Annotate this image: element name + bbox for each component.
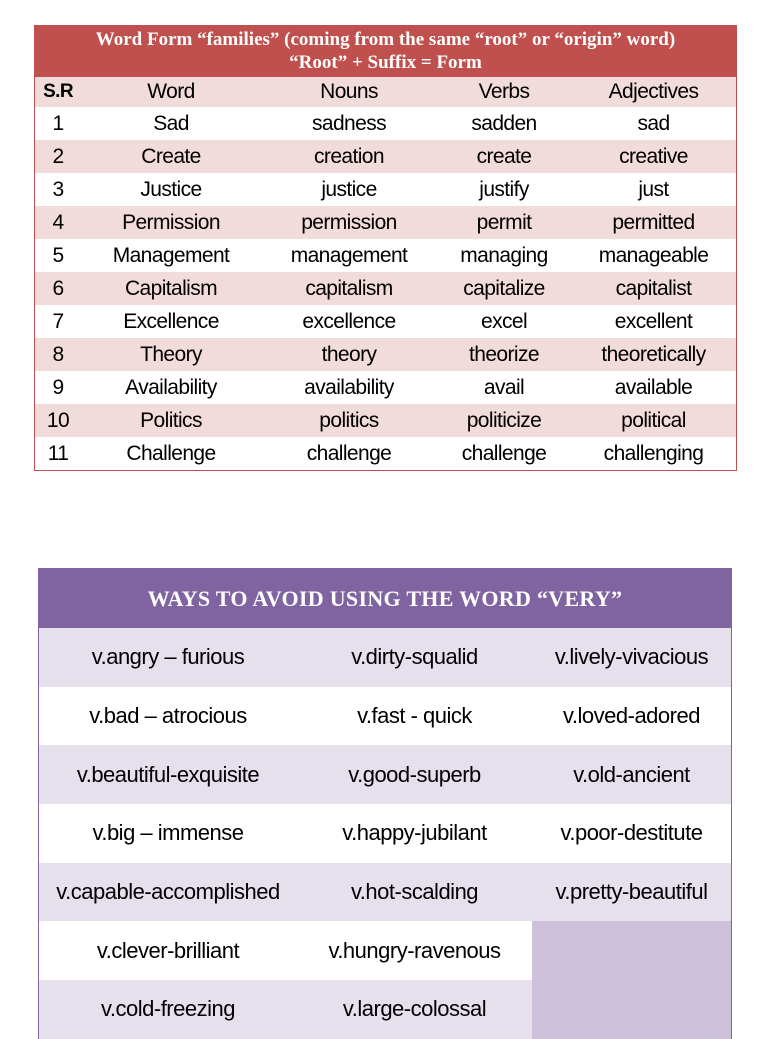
empty-cell bbox=[532, 921, 731, 980]
cell-adjective: creative bbox=[619, 144, 688, 168]
cell-verb: capitalize bbox=[463, 276, 545, 300]
column-header-word: Word bbox=[147, 80, 195, 103]
cell-word: Create bbox=[141, 144, 201, 168]
very-table-body bbox=[39, 628, 731, 1039]
synonym-cell: v.large-colossal bbox=[342, 996, 487, 1022]
synonym-cell: v.dirty-squalid bbox=[351, 644, 478, 670]
table-row bbox=[35, 173, 736, 206]
cell-adjective: sad bbox=[637, 111, 670, 135]
synonym-cell: v.lively-vivacious bbox=[554, 644, 709, 670]
synonym-cell: v.fast - quick bbox=[357, 703, 472, 729]
table-row bbox=[35, 206, 736, 239]
cell-sr: 2 bbox=[52, 144, 64, 168]
table-row bbox=[35, 371, 736, 404]
cell-verb: theorize bbox=[469, 342, 539, 366]
cell-word: Capitalism bbox=[124, 276, 218, 300]
very-table-title: WAYS TO AVOID USING THE WORD “VERY” bbox=[39, 569, 731, 628]
cell-noun: availability bbox=[304, 375, 394, 399]
cell-sr: 8 bbox=[52, 342, 64, 366]
cell-verb: justify bbox=[479, 177, 529, 201]
synonym-cell: v.good-superb bbox=[348, 761, 481, 787]
table-row bbox=[35, 272, 736, 305]
synonym-cell: v.clever-brilliant bbox=[96, 937, 240, 963]
cell-sr: 10 bbox=[46, 408, 70, 432]
cell-verb: challenge bbox=[461, 441, 547, 465]
table-row bbox=[39, 687, 731, 746]
cell-verb: excel bbox=[480, 309, 528, 333]
table-row bbox=[39, 745, 731, 804]
cell-sr: 4 bbox=[52, 210, 64, 234]
cell-sr: 5 bbox=[52, 243, 64, 267]
table-row bbox=[39, 628, 731, 687]
column-header-nouns: Nouns bbox=[320, 80, 378, 103]
table-row bbox=[35, 338, 736, 371]
synonym-cell: v.hungry-ravenous bbox=[328, 937, 501, 963]
synonym-cell: v.loved-adored bbox=[563, 703, 700, 729]
synonym-cell: v.bad – atrocious bbox=[89, 703, 247, 729]
cell-adjective: excellent bbox=[614, 309, 693, 333]
synonym-cell: v.hot-scalding bbox=[350, 879, 479, 905]
table-row bbox=[35, 140, 736, 173]
column-header-sr: S.R bbox=[43, 81, 73, 102]
cell-noun: challenge bbox=[306, 441, 392, 465]
cell-sr: 7 bbox=[52, 309, 64, 333]
table-row bbox=[35, 107, 736, 140]
word-form-table-body bbox=[35, 107, 736, 470]
cell-noun: politics bbox=[319, 408, 379, 432]
cell-word: Challenge bbox=[126, 441, 216, 465]
cell-noun: management bbox=[290, 243, 408, 267]
synonym-cell: v.happy-jubilant bbox=[342, 820, 487, 846]
table-row bbox=[35, 305, 736, 338]
cell-adjective: just bbox=[638, 177, 669, 201]
cell-adjective: available bbox=[614, 375, 693, 399]
cell-word: Excellence bbox=[123, 309, 219, 333]
table-row bbox=[39, 980, 731, 1039]
very-alternatives-table bbox=[38, 568, 732, 1039]
synonym-cell: v.big – immense bbox=[92, 820, 244, 846]
column-header-verbs: Verbs bbox=[478, 80, 530, 103]
cell-word: Permission bbox=[122, 210, 220, 234]
cell-noun: theory bbox=[321, 342, 377, 366]
cell-sr: 3 bbox=[52, 177, 64, 201]
cell-word: Politics bbox=[140, 408, 202, 432]
cell-verb: sadden bbox=[471, 111, 537, 135]
cell-word: Theory bbox=[140, 342, 202, 366]
cell-verb: avail bbox=[483, 375, 525, 399]
cell-noun: sadness bbox=[311, 111, 387, 135]
cell-adjective: capitalist bbox=[615, 276, 692, 300]
cell-noun: creation bbox=[314, 144, 384, 168]
cell-noun: justice bbox=[321, 177, 377, 201]
cell-adjective: political bbox=[621, 408, 686, 432]
word-form-table bbox=[34, 25, 737, 471]
cell-adjective: manageable bbox=[598, 243, 709, 267]
cell-noun: excellence bbox=[302, 309, 396, 333]
cell-word: Justice bbox=[140, 177, 202, 201]
cell-verb: managing bbox=[460, 243, 548, 267]
table-row bbox=[35, 437, 736, 470]
synonym-cell: v.angry – furious bbox=[91, 644, 245, 670]
empty-cell bbox=[532, 980, 731, 1039]
cell-verb: permit bbox=[476, 210, 532, 234]
table-row bbox=[39, 921, 731, 980]
cell-adjective: theoretically bbox=[601, 342, 706, 366]
synonym-cell: v.pretty-beautiful bbox=[555, 879, 708, 905]
cell-sr: 6 bbox=[52, 276, 64, 300]
cell-noun: permission bbox=[301, 210, 397, 234]
table-row bbox=[35, 404, 736, 437]
cell-verb: politicize bbox=[466, 408, 542, 432]
title-line-1: Word Form “families” (coming from the same “root” or “origin” word) bbox=[95, 29, 676, 50]
cell-verb: create bbox=[476, 144, 532, 168]
cell-adjective: permitted bbox=[612, 210, 695, 234]
cell-word: Sad bbox=[153, 111, 189, 135]
column-header-row bbox=[35, 77, 736, 107]
cell-word: Management bbox=[112, 243, 230, 267]
word-form-table-title bbox=[35, 26, 736, 77]
column-header-adjectives: Adjectives bbox=[608, 80, 699, 103]
table-row bbox=[35, 239, 736, 272]
cell-noun: capitalism bbox=[305, 276, 393, 300]
synonym-cell: v.poor-destitute bbox=[560, 820, 703, 846]
cell-sr: 9 bbox=[52, 375, 64, 399]
cell-word: Availability bbox=[125, 375, 217, 399]
synonym-cell: v.old-ancient bbox=[573, 761, 690, 787]
title-line-2: “Root” + Suffix = Form bbox=[289, 52, 482, 73]
cell-sr: 11 bbox=[47, 441, 69, 465]
synonym-cell: v.capable-accomplished bbox=[56, 879, 280, 905]
cell-adjective: challenging bbox=[603, 441, 704, 465]
synonym-cell: v.cold-freezing bbox=[101, 996, 235, 1022]
cell-sr: 1 bbox=[52, 111, 64, 135]
table-row bbox=[39, 804, 731, 863]
synonym-cell: v.beautiful-exquisite bbox=[76, 761, 260, 787]
table-row bbox=[39, 863, 731, 922]
